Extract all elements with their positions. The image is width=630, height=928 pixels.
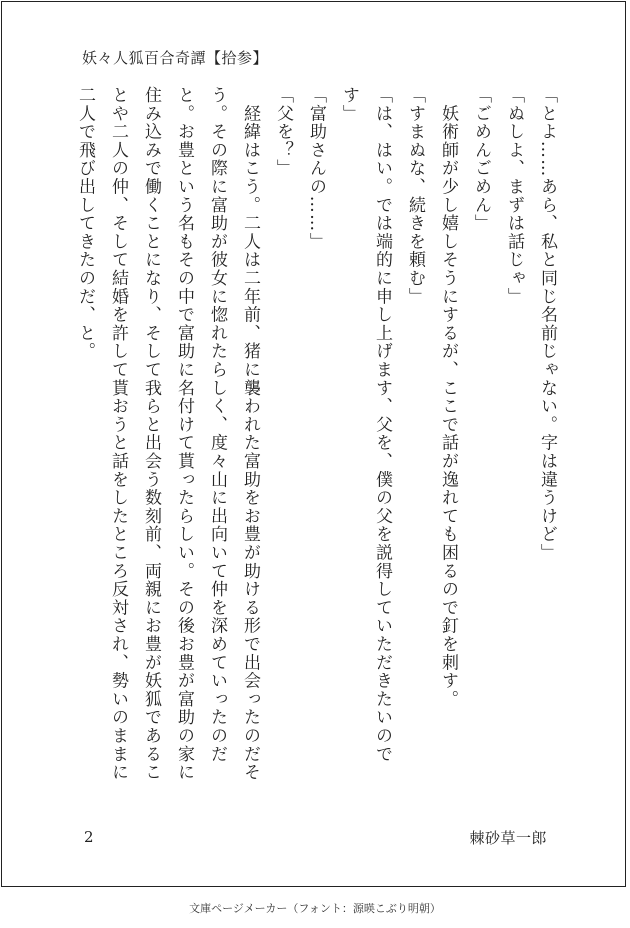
paragraph: 妖術師が少し嬉しそうにするが、ここで話が逸れても困るので釘を刺す。 xyxy=(438,86,458,709)
paragraph: 「父を？」 xyxy=(273,86,293,178)
paragraph: 「ごめんごめん」 xyxy=(471,86,491,233)
paragraph: 「ぬしよ、まずは話じゃ」 xyxy=(504,86,524,306)
paragraph: 「富助さんの……」 xyxy=(306,86,326,251)
generator-credit: 文庫ページメーカー（フォント：源暎こぶり明朝） xyxy=(189,902,441,915)
vertical-body-text xyxy=(68,86,563,791)
paragraph: 「は、はい。では端的に申し上げます、父を、僕の父を説得していただきたいのです」 xyxy=(339,86,392,764)
page-frame xyxy=(1,1,626,887)
running-header-title: 妖々人狐百合奇譚【拾参】 xyxy=(82,49,269,67)
paragraph: 「すまぬな、続きを頼む」 xyxy=(405,86,425,306)
paragraph: 「とよ……あら、私と同じ名前じゃない。字は違うけど」 xyxy=(537,86,557,562)
author-name: 棘砂草一郎 xyxy=(469,829,547,847)
page-number: 2 xyxy=(84,828,94,846)
paragraph: 経緯はこう。二人は二年前、猪に襲われた富助をお豊が助ける形で出会ったのだそう。その際に富助が彼女に惚れたらしく、度々山に出向いて仲を深めていったのだと。お豊という名もその中で富助に名付けて貰ったらしい。その後お豊が富助の家に住み込みで働くことになり、そして我らと出会う数刻前、両親にお豊が妖狐であることや二人の仲、そして結婚を許して貰おうと話をしたところ反対され、勢いのままに二人で飛び出してきたのだ、と。 xyxy=(75,86,260,782)
